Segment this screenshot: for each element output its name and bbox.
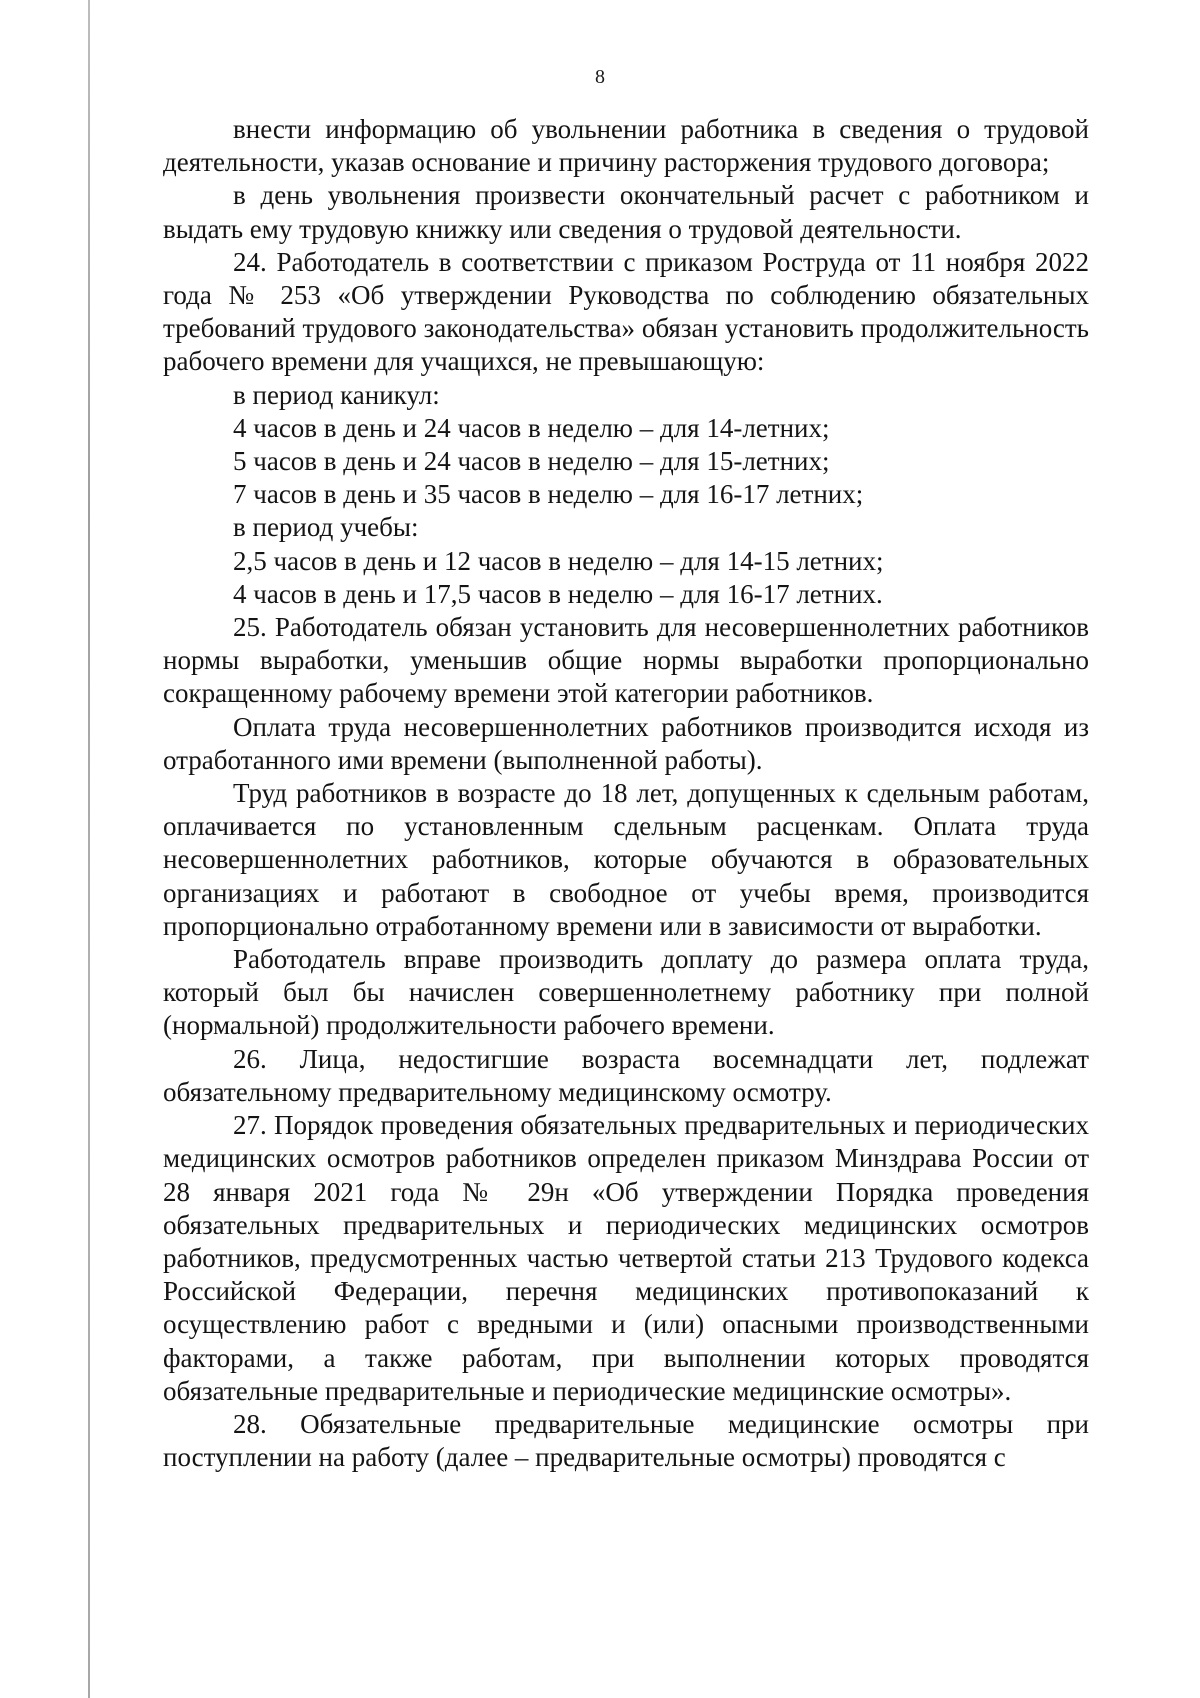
paragraph-study-period: в период учебы:	[233, 512, 419, 543]
paragraph-item-28: 28. Обязательные предварительные медицинские осмотры при поступлении на работу (далее – предварительные осмотры) проводятся с	[163, 1408, 1089, 1473]
paragraph-piecework: Труд работников в возрасте до 18 лет, допущенных к сдельным работам, оплачивается по установленным сдельным расценкам. Оплата труда несовершеннолетних работников, которые обучаются в образовательных организациях и работают в свободное от учебы время, производится пропорционально отработанному времени или в зависимости от выработки.	[163, 778, 1089, 941]
scan-binding-edge	[88, 0, 90, 1698]
paragraph-additional-payment: Работодатель вправе производить доплату до размера оплата труда, который был бы начислен совершеннолетнему работнику при полной (нормальной) продолжительности рабочего времени.	[163, 944, 1089, 1041]
paragraph-hours-16-17: 7 часов в день и 35 часов в неделю – для 16-17 летних;	[233, 479, 864, 510]
paragraph-study-hours-16-17: 4 часов в день и 17,5 часов в неделю – для 16-17 летних.	[233, 578, 883, 609]
paragraph-item-26: 26. Лица, недостигшие возраста восемнадцати лет, подлежат обязательному предварительному медицинскому осмотру.	[163, 1043, 1089, 1107]
paragraph-payment-worked-time: Оплата труда несовершеннолетних работников производится исходя из отработанного ими времени (выполненной работы).	[163, 711, 1089, 775]
paragraph-item-27: 27. Порядок проведения обязательных предварительных и периодических медицинских осмотров работников определен приказом Минздрава России от 28 января 2021 года № 29н «Об утверждении Порядка проведения обязательных предварительных и периодических медицинских осмотров работников, предусмотренных частью четвертой статьи 213 Трудового кодекса Российской Федерации, перечня медицинских противопоказаний к осуществлению работ с вредными и (или) опасными производственными факторами, а также работам, при выполнении которых проводятся обязательные предварительные и периодические медицинские осмотры».	[163, 1110, 1089, 1406]
paragraph-vacation-period: в период каникул:	[233, 379, 440, 410]
paragraph-final-payment: в день увольнения произвести окончательный расчет с работником и выдать ему трудовую книжку или сведения о трудовой деятельности.	[163, 180, 1089, 244]
paragraph-dismissal-info: внести информацию об увольнении работника в сведения о трудовой деятельности, указав основание и причину расторжения трудового договора;	[163, 114, 1089, 178]
page-number: 8	[595, 66, 605, 88]
paragraph-hours-14: 4 часов в день и 24 часов в неделю – для 14-летних;	[233, 412, 830, 443]
paragraph-item-24: 24. Работодатель в соответствии с приказом Роструда от 11 ноября 2022 года № 253 «Об утверждении Руководства по соблюдению обязательных требований трудового законодательства» обязан установить продолжительность рабочего времени для учащихся, не превышающую:	[163, 246, 1089, 377]
paragraph-hours-15: 5 часов в день и 24 часов в неделю – для 15-летних;	[233, 446, 830, 477]
document-body	[163, 113, 1089, 1474]
paragraph-item-25: 25. Работодатель обязан установить для несовершеннолетних работников нормы выработки, уменьшив общие нормы выработки пропорционально сокращенному рабочему времени этой категории работников.	[163, 612, 1089, 709]
paragraph-study-hours-14-15: 2,5 часов в день и 12 часов в неделю – для 14-15 летних;	[233, 545, 884, 576]
